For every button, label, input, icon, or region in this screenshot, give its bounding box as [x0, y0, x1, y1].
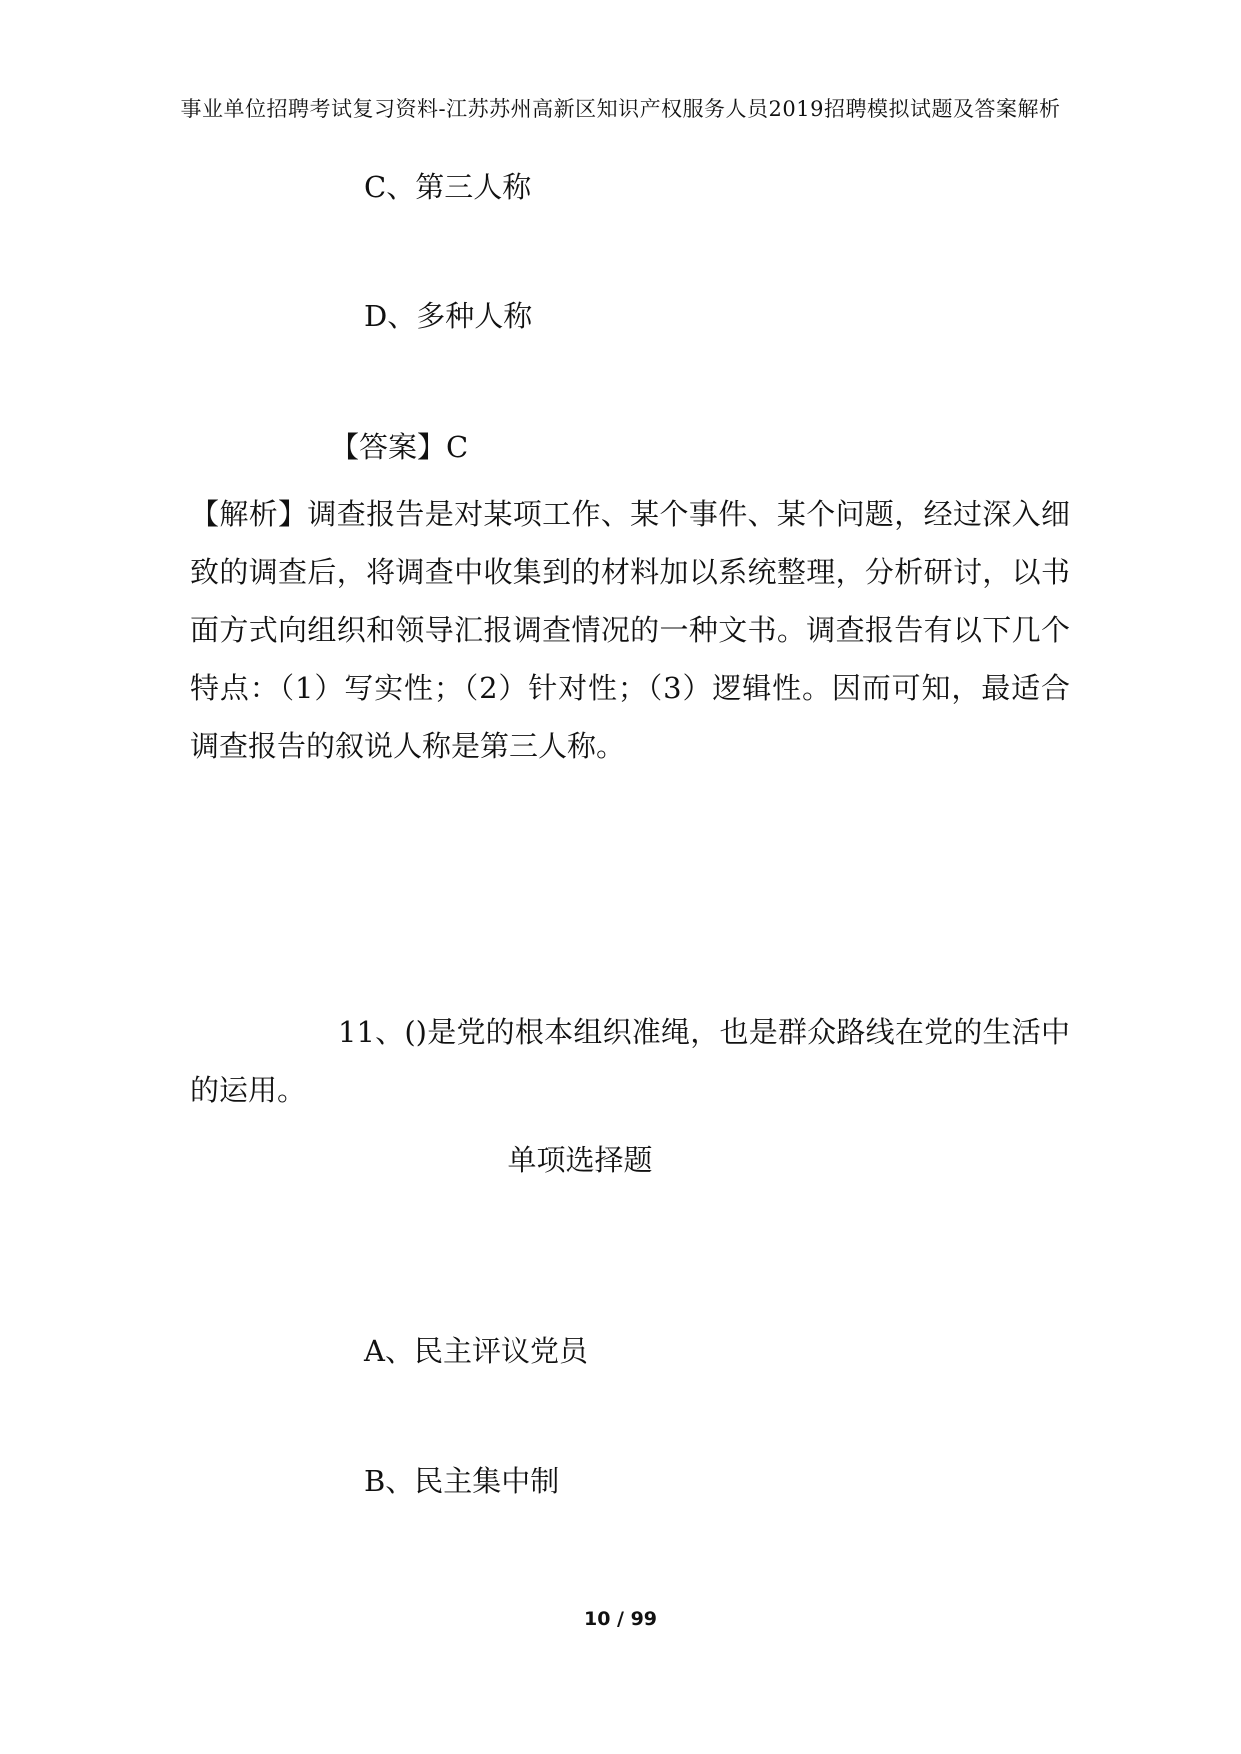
q10-answer: 【答案】C [330, 430, 469, 464]
q11-option-a: A、民主评议党员 [364, 1334, 588, 1368]
q10-option-d: D、多种人称 [364, 299, 533, 333]
page-header: 事业单位招聘考试复习资料-江苏苏州高新区知识产权服务人员2019招聘模拟试题及答案解析 [180, 97, 1061, 121]
q10-option-c: C、第三人称 [364, 170, 532, 204]
q10-analysis: 【解析】调查报告是对某项工作、某个事件、某个问题，经过深入细致的调查后，将调查中收集到的材料加以系统整理，分析研讨，以书面方式向组织和领导汇报调查情况的一种文书。调查报告有以下几个特点：（1）写实性；（2）针对性；（3）逻辑性。因而可知，最适合调查报告的叙说人称是第三人称。 [190, 497, 1070, 763]
q11-stem: 11、()是党的根本组织准绳，也是群众路线在党的生活中的运用。 [190, 1015, 1070, 1107]
q11-question-type: 单项选择题 [507, 1143, 653, 1177]
q11-option-b: B、民主集中制 [364, 1464, 560, 1498]
page-number: 10 / 99 [583, 1608, 658, 1630]
